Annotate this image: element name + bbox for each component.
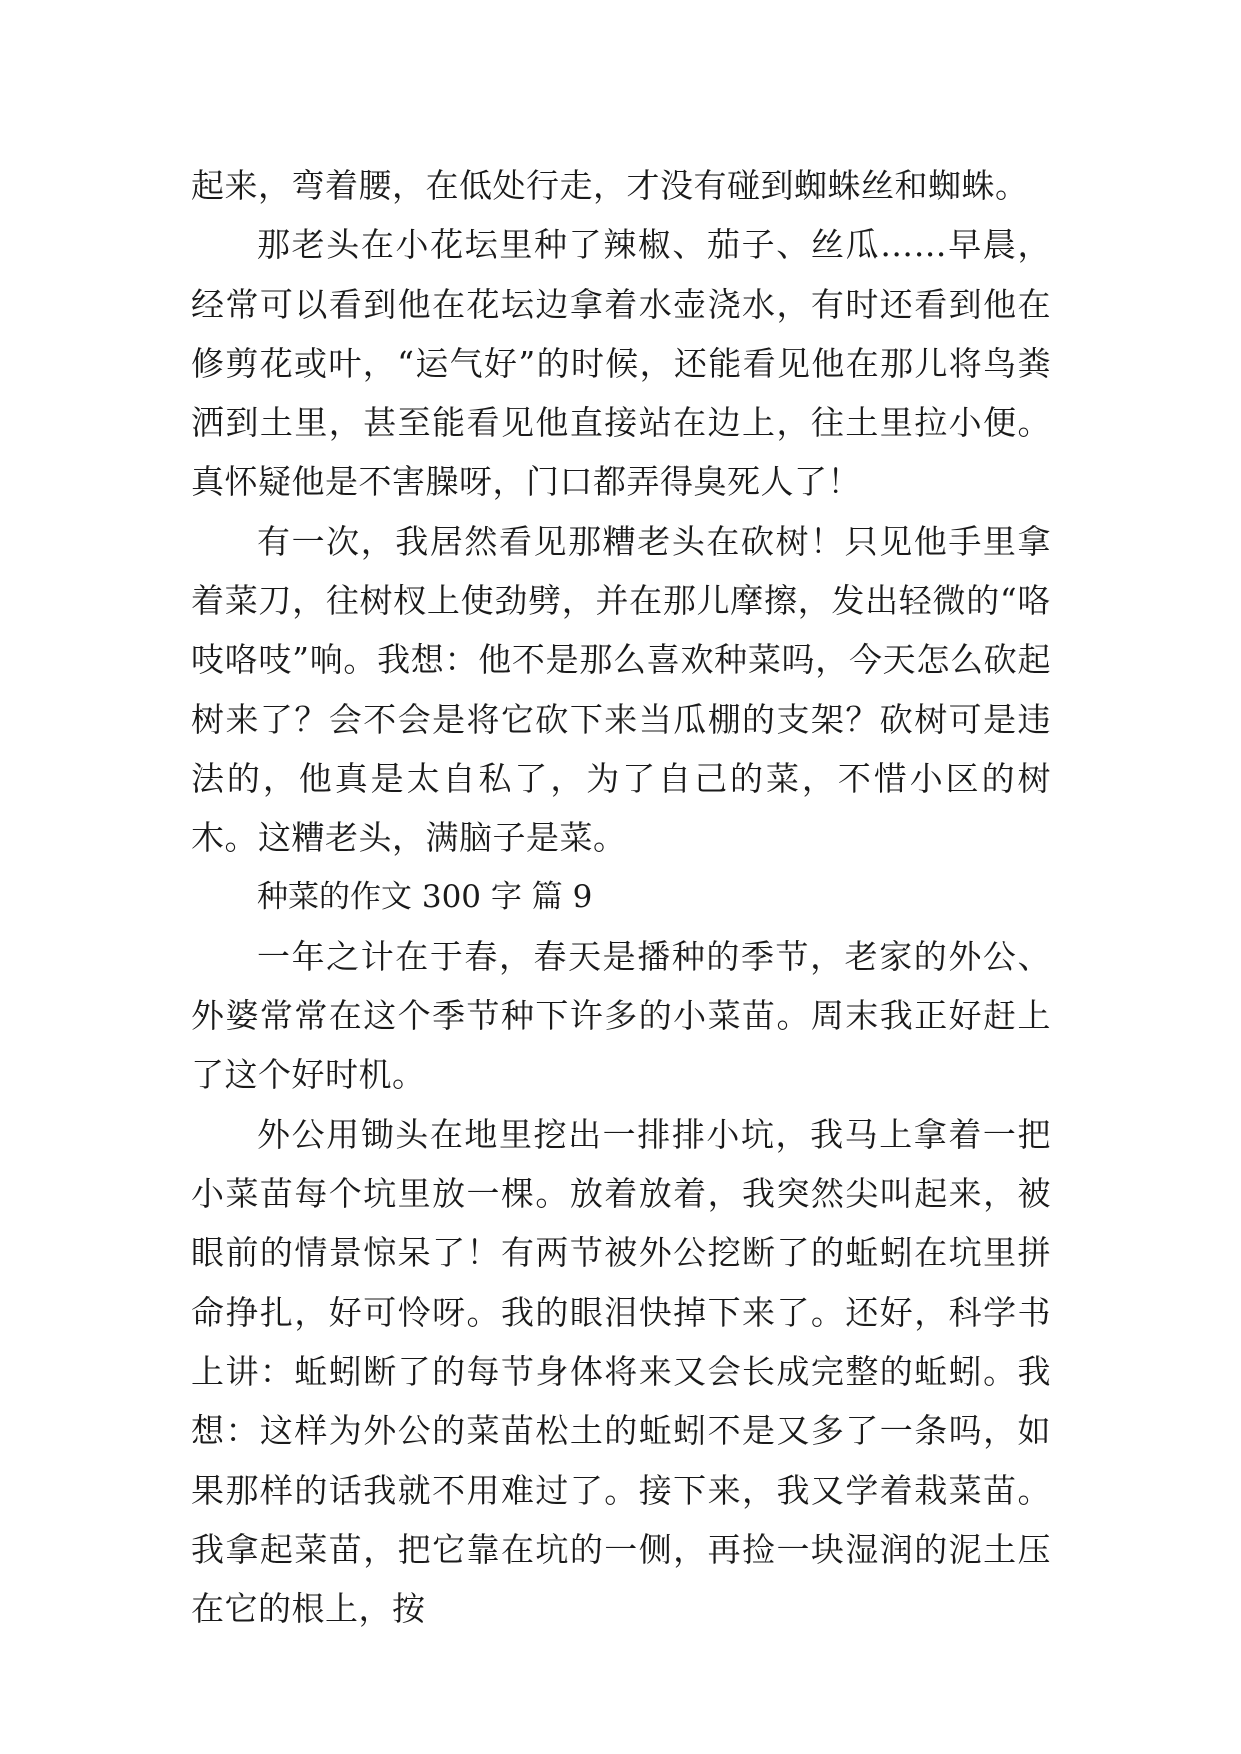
paragraph: 一年之计在于春，春天是播种的季节，老家的外公、外婆常常在这个季节种下许多的小菜苗。周末我正好赶上了这个好时机。 bbox=[191, 936, 1051, 1095]
section-title: 种菜的作文 300 字 篇 9 bbox=[257, 878, 593, 915]
paragraph: 外公用锄头在地里挖出一排排小坑，我马上拿着一把小菜苗每个坑里放一棵。放着放着，我突然尖叫起来，被眼前的情景惊呆了！有两节被外公挖断了的蚯蚓在坑里拼命挣扎，好可怜呀。我的眼泪快掉下来了。还好，科学书上讲：蚯蚓断了的每节身体将来又会长成完整的蚯蚓。我想：这样为外公的菜苗松土的蚯蚓不是又多了一条吗，如果那样的话我就不用难过了。接下来，我又学着栽菜苗。我拿起菜苗，把它靠在坑的一侧，再捡一块湿润的泥土压在它的根上，按 bbox=[191, 1114, 1051, 1629]
paragraph: 有一次，我居然看见那糟老头在砍树！只见他手里拿着菜刀，往树杈上使劲劈，并在那儿摩擦，发出轻微的“咯吱咯吱”响。我想：他不是那么喜欢种菜吗，今天怎么砍起树来了？会不会是将它砍下来当瓜棚的支架？砍树可是违法的，他真是太自私了，为了自己的菜，不惜小区的树木。这糟老头，满脑子是菜。 bbox=[191, 521, 1051, 858]
paragraph: 那老头在小花坛里种了辣椒、茄子、丝瓜……早晨，经常可以看到他在花坛边拿着水壶浇水，有时还看到他在修剪花或叶，“运气好”的时候，还能看见他在那儿将鸟粪洒到土里，甚至能看见他直接站在边上，往土里拉小便。真怀疑他是不害臊呀，门口都弄得臭死人了！ bbox=[191, 225, 1051, 502]
paragraph: 起来，弯着腰，在低处行走，才没有碰到蜘蛛丝和蜘蛛。 bbox=[191, 166, 1029, 205]
document-body bbox=[191, 156, 1051, 1638]
